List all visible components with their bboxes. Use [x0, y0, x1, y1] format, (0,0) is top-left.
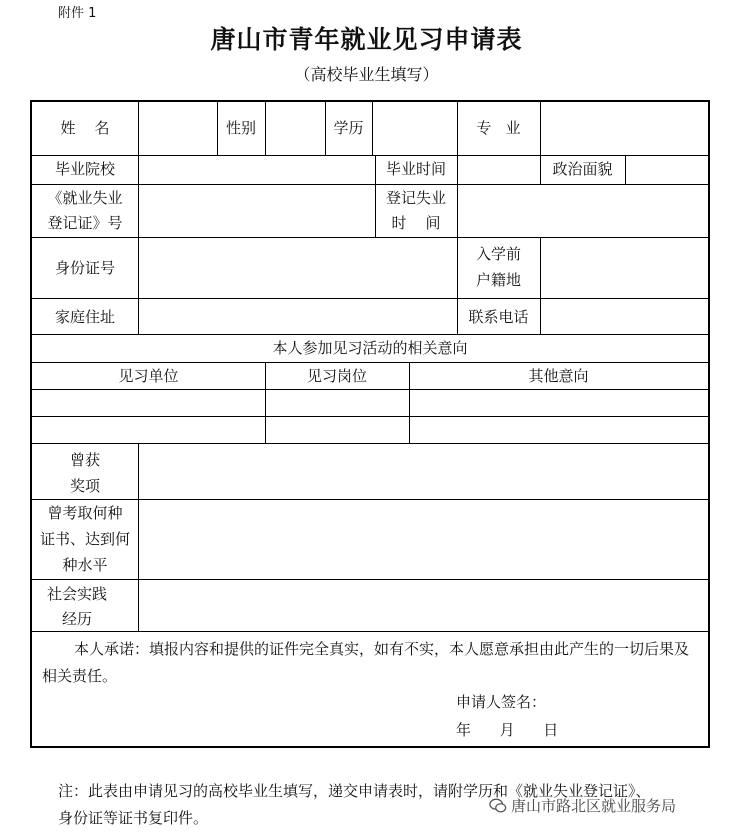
label-grad-time: 毕业时间	[385, 160, 446, 178]
wechat-icon	[489, 797, 507, 815]
label-address: 家庭住址	[54, 308, 115, 326]
col-other: 其他意向	[528, 367, 589, 385]
label-hukou-1: 入学前	[475, 245, 521, 263]
col-unit: 见习单位	[118, 367, 179, 385]
application-form-table	[30, 100, 710, 748]
label-unemp-cert-2: 登记证》号	[47, 214, 123, 232]
footer-note: 注：此表由申请见习的高校毕业生填写，递交申请表时，请附学历和《就业失业登记证》、身份证等证书复印件。	[58, 782, 651, 827]
label-reg-unemp-1: 登记失业	[385, 189, 446, 207]
label-certs-2: 证书、达到何	[39, 530, 130, 548]
applicant-signature-label: 申请人签名：	[456, 693, 547, 711]
label-certs-3: 种水平	[62, 556, 108, 574]
signature-date: 年 月 日	[456, 721, 559, 739]
attachment-label: 附件 1	[58, 6, 97, 21]
label-practice-1: 社会实践	[46, 585, 107, 603]
label-practice-2: 经历	[61, 610, 92, 628]
label-political: 政治面貌	[552, 160, 613, 178]
watermark-text: 唐山市路北区就业服务局	[511, 797, 677, 815]
label-hukou-2: 户籍地	[475, 271, 521, 289]
col-post: 见习岗位	[306, 367, 367, 385]
watermark	[489, 795, 676, 816]
label-certs-1: 曾考取何种	[47, 504, 123, 522]
label-gender: 性别	[225, 119, 256, 137]
label-reg-unemp-2: 时 间	[391, 214, 441, 232]
label-major: 专 业	[476, 119, 521, 137]
label-name: 姓 名	[60, 119, 110, 137]
label-unemp-cert-1: 《就业失业	[47, 189, 123, 207]
form-title: 唐山市青年就业见习申请表	[210, 25, 523, 54]
label-phone: 联系电话	[468, 308, 529, 326]
label-awards-2: 奖项	[69, 477, 100, 495]
label-awards-1: 曾获	[69, 451, 100, 469]
form-subtitle: （高校毕业生填写）	[294, 65, 439, 84]
intent-heading: 本人参加见习活动的相关意向	[272, 339, 468, 357]
label-school: 毕业院校	[54, 160, 115, 178]
label-education: 学历	[333, 119, 364, 137]
label-id-no: 身份证号	[54, 259, 115, 277]
pledge-text: 本人承诺：填报内容和提供的证件完全真实，如有不实，本人愿意承担由此产生的一切后果及相关责任。	[42, 640, 690, 685]
